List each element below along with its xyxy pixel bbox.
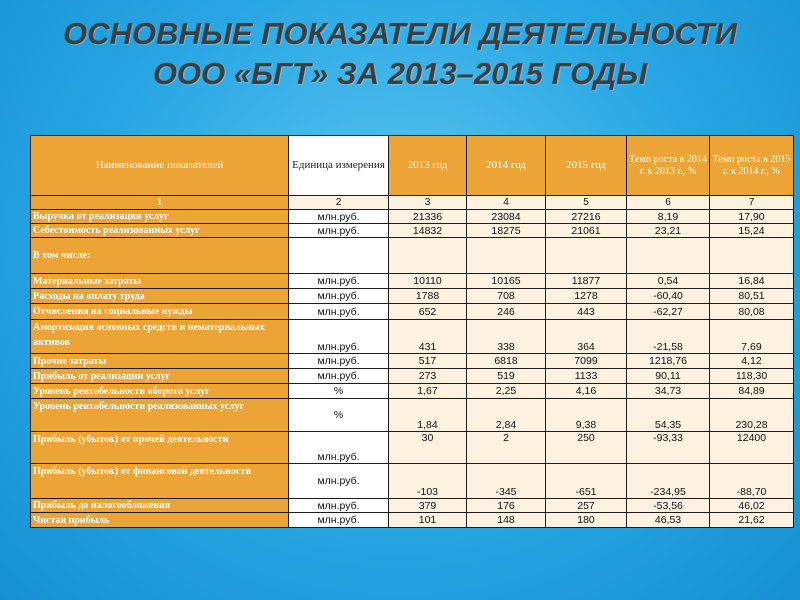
value-2014-cell (467, 238, 546, 274)
value-2015-cell: 250 (546, 432, 627, 464)
growth-2015-cell: -88,70 (710, 464, 794, 499)
growth-2015-cell: 7,69 (710, 320, 794, 354)
value-2015-cell: 1133 (546, 369, 627, 384)
unit-cell (289, 238, 389, 274)
growth-2014-cell: 90,11 (627, 369, 710, 384)
colnum-6: 6 (627, 196, 710, 210)
value-2015-cell: 11877 (546, 274, 627, 289)
growth-2014-cell: 0,54 (627, 274, 710, 289)
header-2014: 2014 год (467, 136, 546, 196)
indicator-name: Амортизация основных средств и нематериальных активов (31, 320, 289, 354)
growth-2015-cell: 16,84 (710, 274, 794, 289)
table-row (31, 354, 794, 369)
table-row (31, 464, 794, 499)
value-2013-cell: 1,84 (389, 399, 467, 432)
unit-cell: млн.руб. (289, 274, 389, 289)
value-2013-cell: 10110 (389, 274, 467, 289)
unit-cell: млн.руб. (289, 369, 389, 384)
table-row (31, 399, 794, 432)
value-2014-cell: 23084 (467, 210, 546, 224)
indicator-name: Прибыль (убыток) от финансовой деятельности (31, 464, 289, 499)
indicator-name: Уровень рентабельности реализованных услуг (31, 399, 289, 432)
value-2013-cell: 517 (389, 354, 467, 369)
growth-2014-cell: -62,27 (627, 304, 710, 320)
unit-cell: млн.руб. (289, 354, 389, 369)
indicator-name: Материальные затраты (31, 274, 289, 289)
table-row (31, 320, 794, 354)
table-row (31, 274, 794, 289)
header-growth-2014: Темп роста в 2014 г. к 2013 г., % (627, 136, 710, 196)
colnum-4: 4 (467, 196, 546, 210)
value-2015-cell: 257 (546, 499, 627, 513)
value-2013-cell: 1788 (389, 289, 467, 304)
value-2014-cell: 18275 (467, 224, 546, 238)
value-2013-cell: 431 (389, 320, 467, 354)
growth-2015-cell: 84,89 (710, 384, 794, 399)
table-row (31, 289, 794, 304)
indicator-name: Отчисления на социальные нужды (31, 304, 289, 320)
growth-2015-cell: 80,51 (710, 289, 794, 304)
growth-2014-cell: 8,19 (627, 210, 710, 224)
unit-cell: млн.руб. (289, 289, 389, 304)
table-row (31, 304, 794, 320)
table-row (31, 238, 794, 274)
value-2015-cell (546, 238, 627, 274)
value-2015-cell: 7099 (546, 354, 627, 369)
table-row (31, 513, 794, 528)
growth-2014-cell (627, 238, 710, 274)
growth-2015-cell: 17,90 (710, 210, 794, 224)
table-row (31, 499, 794, 513)
growth-2014-cell: 23,21 (627, 224, 710, 238)
value-2013-cell: 21336 (389, 210, 467, 224)
value-2015-cell: 9,38 (546, 399, 627, 432)
growth-2015-cell: 21,62 (710, 513, 794, 528)
growth-2015-cell: 12400 (710, 432, 794, 464)
header-growth-2015: Темп роста в 2015 г. к 2014 г., % (710, 136, 794, 196)
unit-cell: млн.руб. (289, 304, 389, 320)
growth-2014-cell: -21,58 (627, 320, 710, 354)
value-2014-cell: 148 (467, 513, 546, 528)
colnum-1: 1 (31, 196, 289, 210)
indicator-name: Прибыль от реализации услуг (31, 369, 289, 384)
indicator-name: Прочие затраты (31, 354, 289, 369)
colnum-2: 2 (289, 196, 389, 210)
unit-cell: % (289, 384, 389, 399)
value-2015-cell: 4,16 (546, 384, 627, 399)
value-2015-cell: 1278 (546, 289, 627, 304)
value-2014-cell: 10165 (467, 274, 546, 289)
value-2014-cell: 2,25 (467, 384, 546, 399)
growth-2014-cell: -234,95 (627, 464, 710, 499)
growth-2015-cell: 118,30 (710, 369, 794, 384)
unit-cell: % (289, 399, 389, 432)
value-2014-cell: 338 (467, 320, 546, 354)
header-unit: Единица измерения (289, 136, 389, 196)
growth-2014-cell: -53,56 (627, 499, 710, 513)
value-2013-cell: 101 (389, 513, 467, 528)
indicator-name: Себестоимость реализованных услуг (31, 224, 289, 238)
header-name: Наименование показателей (31, 136, 289, 196)
indicator-name: Чистая прибыль (31, 513, 289, 528)
header-row (31, 136, 794, 196)
growth-2015-cell: 46,02 (710, 499, 794, 513)
value-2014-cell: 519 (467, 369, 546, 384)
value-2013-cell: 30 (389, 432, 467, 464)
value-2013-cell: 379 (389, 499, 467, 513)
title-line-2: ООО «БГТ» ЗА 2013–2015 ГОДЫ (152, 56, 648, 91)
value-2015-cell: 364 (546, 320, 627, 354)
growth-2014-cell: -93,33 (627, 432, 710, 464)
table-row (31, 369, 794, 384)
unit-cell: млн.руб. (289, 464, 389, 499)
colnum-7: 7 (710, 196, 794, 210)
indicator-name: В том числе: (31, 238, 289, 274)
value-2014-cell: 708 (467, 289, 546, 304)
table-row (31, 224, 794, 238)
column-number-row (31, 196, 794, 210)
growth-2015-cell: 4,12 (710, 354, 794, 369)
growth-2014-cell: 1218,76 (627, 354, 710, 369)
value-2013-cell: 14832 (389, 224, 467, 238)
value-2014-cell: -345 (467, 464, 546, 499)
value-2014-cell: 246 (467, 304, 546, 320)
unit-cell: млн.руб. (289, 432, 389, 464)
table-row (31, 210, 794, 224)
value-2015-cell: 21061 (546, 224, 627, 238)
growth-2014-cell: -60,40 (627, 289, 710, 304)
indicator-name: Прибыль до налогообложения (31, 499, 289, 513)
slide-title (0, 14, 800, 94)
value-2013-cell: -103 (389, 464, 467, 499)
value-2015-cell: 443 (546, 304, 627, 320)
value-2014-cell: 176 (467, 499, 546, 513)
growth-2015-cell (710, 238, 794, 274)
unit-cell: млн.руб. (289, 210, 389, 224)
unit-cell: млн.руб. (289, 320, 389, 354)
indicator-name: Уровень рентабельности оборота услуг (31, 384, 289, 399)
unit-cell: млн.руб. (289, 224, 389, 238)
growth-2014-cell: 34,73 (627, 384, 710, 399)
value-2015-cell: 27216 (546, 210, 627, 224)
indicator-name: Прибыль (убыток) от прочей деятельности (31, 432, 289, 464)
colnum-5: 5 (546, 196, 627, 210)
colnum-3: 3 (389, 196, 467, 210)
growth-2014-cell: 46,53 (627, 513, 710, 528)
indicator-name: Выручка от реализации услуг (31, 210, 289, 224)
indicators-table (30, 135, 794, 528)
table-row (31, 384, 794, 399)
value-2015-cell: 180 (546, 513, 627, 528)
growth-2015-cell: 80,08 (710, 304, 794, 320)
value-2013-cell (389, 238, 467, 274)
value-2015-cell: -651 (546, 464, 627, 499)
value-2014-cell: 2 (467, 432, 546, 464)
value-2014-cell: 2,84 (467, 399, 546, 432)
growth-2015-cell: 230,28 (710, 399, 794, 432)
unit-cell: млн.руб. (289, 513, 389, 528)
growth-2014-cell: 54,35 (627, 399, 710, 432)
indicator-name: Расходы на оплату труда (31, 289, 289, 304)
title-line-1: ОСНОВНЫЕ ПОКАЗАТЕЛИ ДЕЯТЕЛЬНОСТИ (63, 16, 737, 51)
growth-2015-cell: 15,24 (710, 224, 794, 238)
value-2013-cell: 1,67 (389, 384, 467, 399)
table-row (31, 432, 794, 464)
header-2013: 2013 год (389, 136, 467, 196)
value-2013-cell: 273 (389, 369, 467, 384)
header-2015: 2015 год (546, 136, 627, 196)
value-2014-cell: 6818 (467, 354, 546, 369)
unit-cell: млн.руб. (289, 499, 389, 513)
value-2013-cell: 652 (389, 304, 467, 320)
